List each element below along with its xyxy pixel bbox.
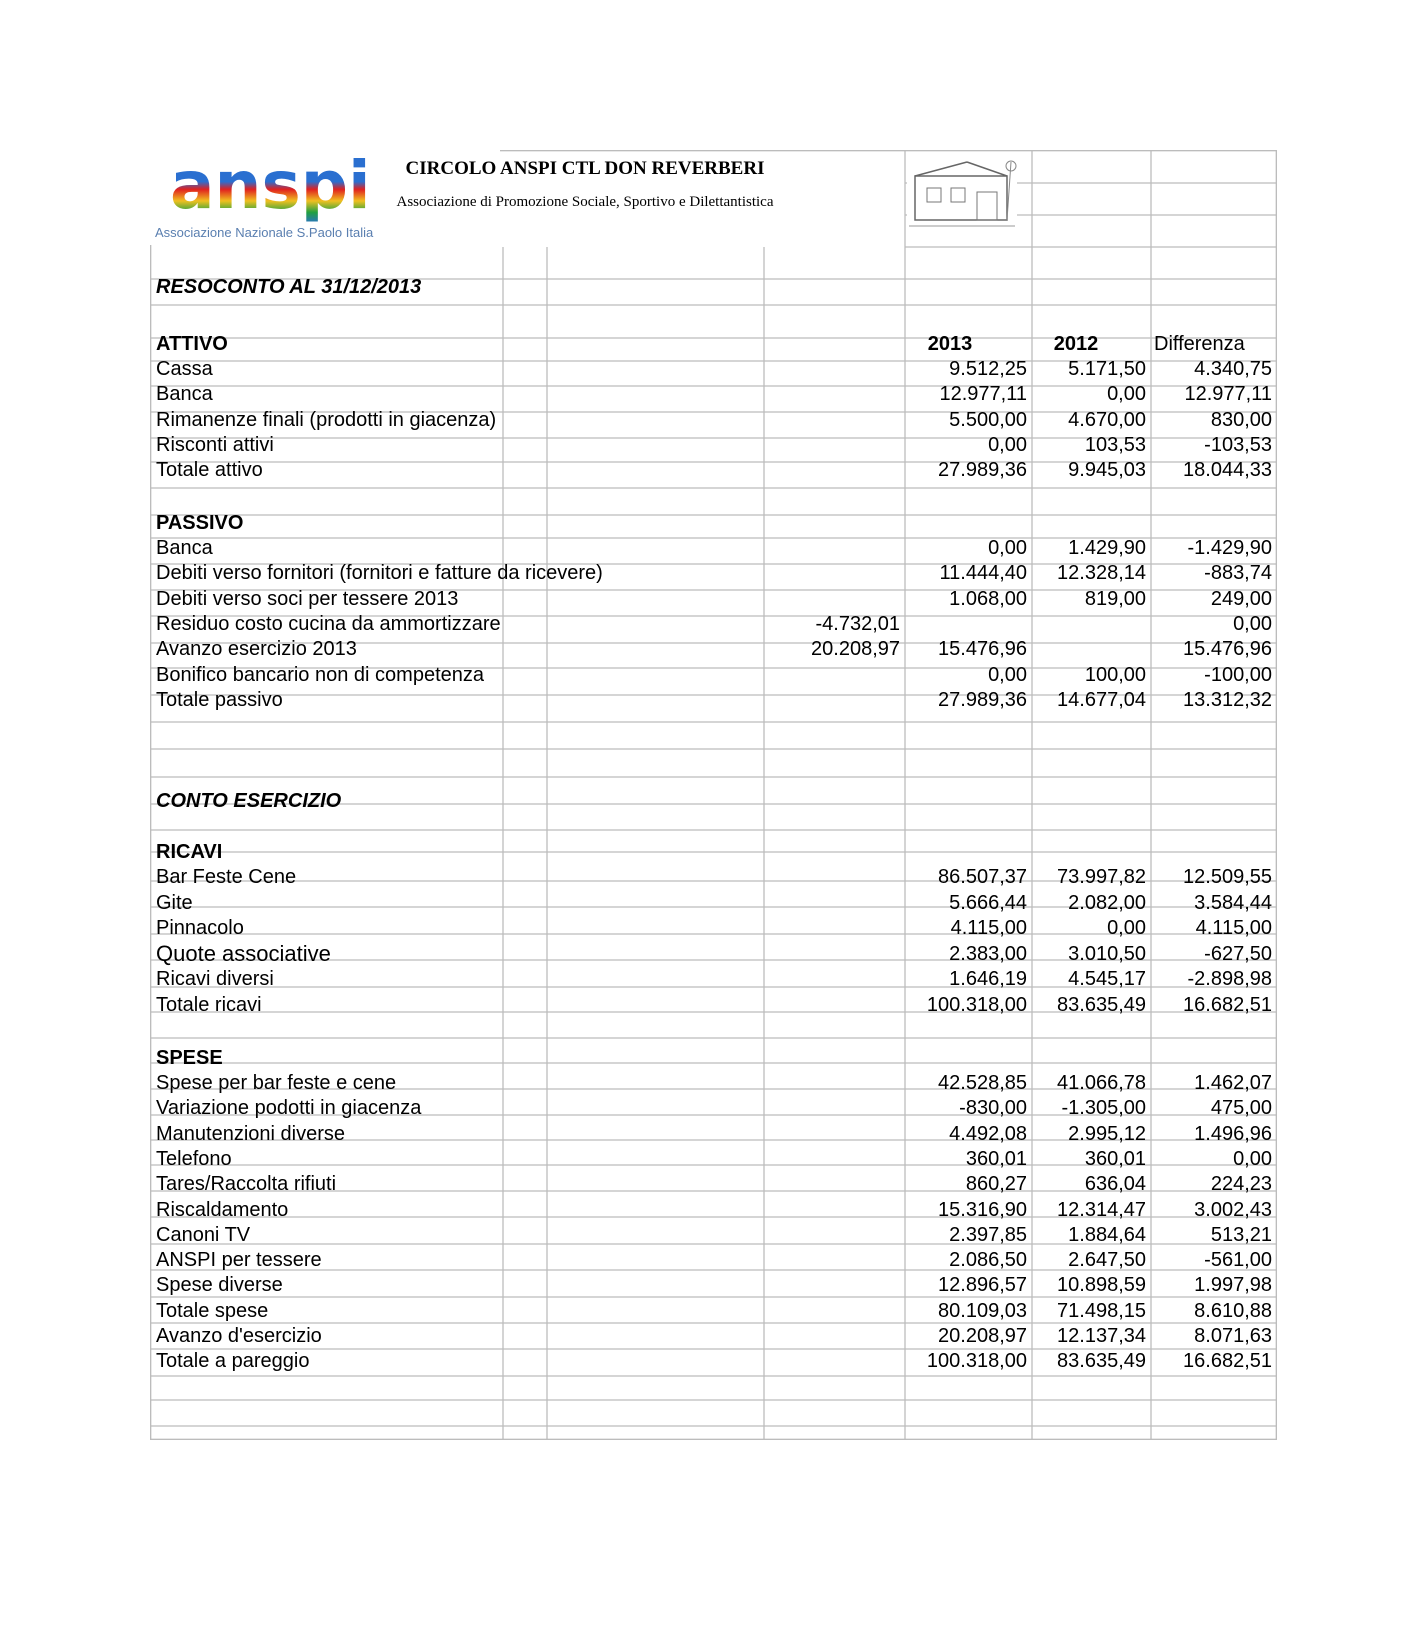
ricavi-row-label: Quote associative xyxy=(156,940,331,966)
attivo-row-2013: 12.977,11 xyxy=(939,383,1027,406)
passivo-row-label: Residuo costo cucina da ammortizzare xyxy=(156,612,501,635)
passivo-row-2013: 15.476,96 xyxy=(938,638,1027,661)
ricavi-row-diff: -2.898,98 xyxy=(1187,968,1272,991)
passivo-row-2013: 11.444,40 xyxy=(939,562,1027,585)
spese-row-diff: -561,00 xyxy=(1204,1249,1272,1272)
spese-row-2012: 636,04 xyxy=(1084,1173,1146,1196)
passivo-row-label: Avanzo esercizio 2013 xyxy=(156,638,357,661)
attivo-row-2012: 0,00 xyxy=(1107,383,1146,406)
passivo-row-2012: 819,00 xyxy=(1084,587,1146,610)
attivo-row-2012: 9.945,03 xyxy=(1068,459,1146,482)
passivo-row-diff: 249,00 xyxy=(1210,587,1272,610)
passivo-row-2012: 1.429,90 xyxy=(1068,537,1146,559)
spese-row-label: Canoni TV xyxy=(156,1223,251,1246)
spese-row-diff: 3.002,43 xyxy=(1194,1198,1272,1221)
spese-row-2012: 360,01 xyxy=(1084,1147,1146,1170)
passivo-row-2012: 14.677,04 xyxy=(1057,688,1146,711)
passivo-row-2013: 27.989,36 xyxy=(938,688,1027,711)
ricavi-row-2012: 73.997,82 xyxy=(1057,866,1146,888)
passivo-row-diff: -1.429,90 xyxy=(1187,537,1272,559)
ricavi-row-2012: 83.635,49 xyxy=(1057,994,1146,1016)
passivo-row-2013: 0,00 xyxy=(988,537,1027,559)
spese-row-diff: 1.997,98 xyxy=(1194,1274,1272,1297)
ricavi-row-2013: 2.383,00 xyxy=(949,942,1027,965)
spese-row-2013: 860,27 xyxy=(965,1173,1027,1196)
passivo-row-diff: 0,00 xyxy=(1233,612,1272,635)
passivo-row-label: Bonifico bancario non di competenza xyxy=(156,663,484,686)
attivo-row-label: Risconti attivi xyxy=(156,433,274,456)
attivo-row-2012: 103,53 xyxy=(1084,433,1146,456)
spese-row-2012: 12.137,34 xyxy=(1057,1325,1146,1347)
spese-row-2012: 71.498,15 xyxy=(1057,1299,1146,1322)
col-diff-header: Differenza xyxy=(1154,333,1245,355)
passivo-row-2013: 1.068,00 xyxy=(949,587,1027,610)
passivo-row-label: Totale passivo xyxy=(156,688,283,711)
ricavi-row-label: Gite xyxy=(156,891,193,914)
ricavi-row-2012: 2.082,00 xyxy=(1068,891,1146,914)
svg-text:anspi: anspi xyxy=(170,150,371,224)
passivo-row-diff: 15.476,96 xyxy=(1183,638,1272,661)
attivo-row-diff: -103,53 xyxy=(1204,433,1272,456)
spese-row-diff: 16.682,51 xyxy=(1183,1350,1272,1373)
spese-row-2013: 15.316,90 xyxy=(938,1198,1027,1221)
spese-row-2012: 12.314,47 xyxy=(1057,1198,1146,1221)
spese-row-diff: 224,23 xyxy=(1210,1173,1272,1196)
building-drawing-icon xyxy=(907,154,1017,242)
ricavi-row-diff: 16.682,51 xyxy=(1183,994,1272,1016)
ricavi-row-2012: 0,00 xyxy=(1107,917,1146,940)
passivo-row-label: Banca xyxy=(156,537,213,559)
ricavi-row-2012: 3.010,50 xyxy=(1068,942,1146,965)
attivo-row-2013: 9.512,25 xyxy=(949,358,1027,380)
spese-row-label: Manutenzioni diverse xyxy=(156,1122,345,1145)
spese-row-label: Totale spese xyxy=(156,1299,269,1322)
passivo-heading: PASSIVO xyxy=(156,512,244,534)
spese-row-label: Totale a pareggio xyxy=(156,1350,310,1373)
passivo-row-extra: 20.208,97 xyxy=(811,638,900,661)
attivo-row-label: Banca xyxy=(156,383,213,406)
ricavi-heading: RICAVI xyxy=(156,841,223,863)
spese-row-label: Tares/Raccolta rifiuti xyxy=(156,1173,337,1196)
spese-row-2012: 83.635,49 xyxy=(1057,1350,1146,1373)
ricavi-row-2013: 86.507,37 xyxy=(938,866,1027,888)
attivo-row-label: Cassa xyxy=(156,358,213,380)
attivo-row-diff: 4.340,75 xyxy=(1194,358,1272,380)
ricavi-row-2013: 100.318,00 xyxy=(926,994,1027,1016)
spese-row-2012: 41.066,78 xyxy=(1057,1072,1146,1094)
spese-row-2013: 12.896,57 xyxy=(938,1274,1027,1297)
spese-row-2013: 2.397,85 xyxy=(949,1223,1027,1246)
attivo-row-2013: 27.989,36 xyxy=(938,459,1027,482)
spese-row-diff: 8.610,88 xyxy=(1194,1299,1272,1322)
attivo-row-2012: 4.670,00 xyxy=(1068,408,1146,431)
logo-caption: Associazione Nazionale S.Paolo Italia xyxy=(155,225,374,240)
passivo-row-label: Debiti verso fornitori (fornitori e fatture da ricevere) xyxy=(156,562,603,585)
ricavi-row-label: Bar Feste Cene xyxy=(156,866,297,888)
ricavi-row-diff: 12.509,55 xyxy=(1183,866,1272,888)
spese-row-diff: 1.462,07 xyxy=(1194,1072,1272,1094)
spese-row-2013: 360,01 xyxy=(965,1147,1027,1170)
attivo-row-label: Totale attivo xyxy=(156,459,263,482)
col-2013-header: 2013 xyxy=(927,333,973,355)
passivo-row-diff: 13.312,32 xyxy=(1183,688,1272,711)
passivo-row-diff: -100,00 xyxy=(1204,663,1272,686)
spese-row-label: Variazione podotti in giacenza xyxy=(156,1097,422,1120)
spese-row-2013: -830,00 xyxy=(959,1097,1027,1120)
spese-row-2012: 2.995,12 xyxy=(1068,1122,1146,1145)
spese-row-diff: 8.071,63 xyxy=(1194,1325,1272,1347)
page-title: CIRCOLO ANSPI CTL DON REVERBERI xyxy=(405,158,765,179)
balance-sheet xyxy=(150,150,1277,1440)
spese-row-diff: 513,21 xyxy=(1210,1223,1272,1246)
spese-row-diff: 0,00 xyxy=(1233,1147,1272,1170)
spese-row-2013: 20.208,97 xyxy=(938,1325,1027,1347)
spese-row-2013: 80.109,03 xyxy=(938,1299,1027,1322)
ricavi-row-diff: -627,50 xyxy=(1204,942,1272,965)
spese-row-diff: 475,00 xyxy=(1210,1097,1272,1120)
attivo-row-2013: 0,00 xyxy=(988,433,1027,456)
ricavi-row-label: Pinnacolo xyxy=(156,917,244,940)
ricavi-row-2012: 4.545,17 xyxy=(1068,968,1146,991)
passivo-row-diff: -883,74 xyxy=(1204,562,1272,585)
attivo-heading: ATTIVO xyxy=(156,333,228,355)
col-2012-header: 2012 xyxy=(1053,333,1099,355)
ricavi-row-label: Totale ricavi xyxy=(156,994,262,1016)
passivo-row-label: Debiti verso soci per tessere 2013 xyxy=(156,587,459,610)
spese-row-2012: 2.647,50 xyxy=(1068,1249,1146,1272)
ricavi-row-label: Ricavi diversi xyxy=(156,968,274,991)
ricavi-row-2013: 4.115,00 xyxy=(950,917,1027,940)
attivo-row-diff: 830,00 xyxy=(1210,408,1272,431)
attivo-row-diff: 18.044,33 xyxy=(1183,459,1272,482)
attivo-row-label: Rimanenze finali (prodotti in giacenza) xyxy=(156,408,497,431)
spese-row-2012: 10.898,59 xyxy=(1057,1274,1146,1297)
spese-row-label: Telefono xyxy=(156,1147,232,1170)
spese-row-2013: 42.528,85 xyxy=(938,1072,1027,1094)
ricavi-row-2013: 5.666,44 xyxy=(949,891,1027,914)
passivo-row-2013: 0,00 xyxy=(988,663,1027,686)
attivo-row-diff: 12.977,11 xyxy=(1184,383,1272,406)
attivo-row-2012: 5.171,50 xyxy=(1068,358,1146,380)
conto-title: CONTO ESERCIZIO xyxy=(156,790,342,812)
spese-row-label: Spese diverse xyxy=(156,1274,283,1297)
spese-heading: SPESE xyxy=(156,1047,223,1069)
spese-row-2013: 4.492,08 xyxy=(949,1122,1027,1145)
spese-row-label: Spese per bar feste e cene xyxy=(156,1072,397,1094)
spese-row-label: ANSPI per tessere xyxy=(156,1249,322,1272)
report-title: RESOCONTO AL 31/12/2013 xyxy=(156,276,422,298)
ricavi-row-diff: 4.115,00 xyxy=(1195,917,1272,940)
ricavi-row-diff: 3.584,44 xyxy=(1194,891,1272,914)
passivo-row-2012: 12.328,14 xyxy=(1057,562,1146,585)
spese-row-label: Riscaldamento xyxy=(156,1198,289,1221)
spese-row-label: Avanzo d'esercizio xyxy=(156,1325,322,1347)
page-subtitle: Associazione di Promozione Sociale, Sportivo e Dilettantistica xyxy=(396,194,774,210)
spese-row-2012: -1.305,00 xyxy=(1061,1097,1146,1120)
spese-row-2013: 2.086,50 xyxy=(949,1249,1027,1272)
attivo-row-2013: 5.500,00 xyxy=(949,408,1027,431)
ricavi-row-2013: 1.646,19 xyxy=(949,968,1027,991)
passivo-row-extra: -4.732,01 xyxy=(815,612,900,635)
spese-row-diff: 1.496,96 xyxy=(1194,1122,1272,1145)
spese-row-2013: 100.318,00 xyxy=(926,1350,1027,1373)
passivo-row-2012: 100,00 xyxy=(1084,663,1146,686)
spese-row-2012: 1.884,64 xyxy=(1068,1223,1146,1246)
